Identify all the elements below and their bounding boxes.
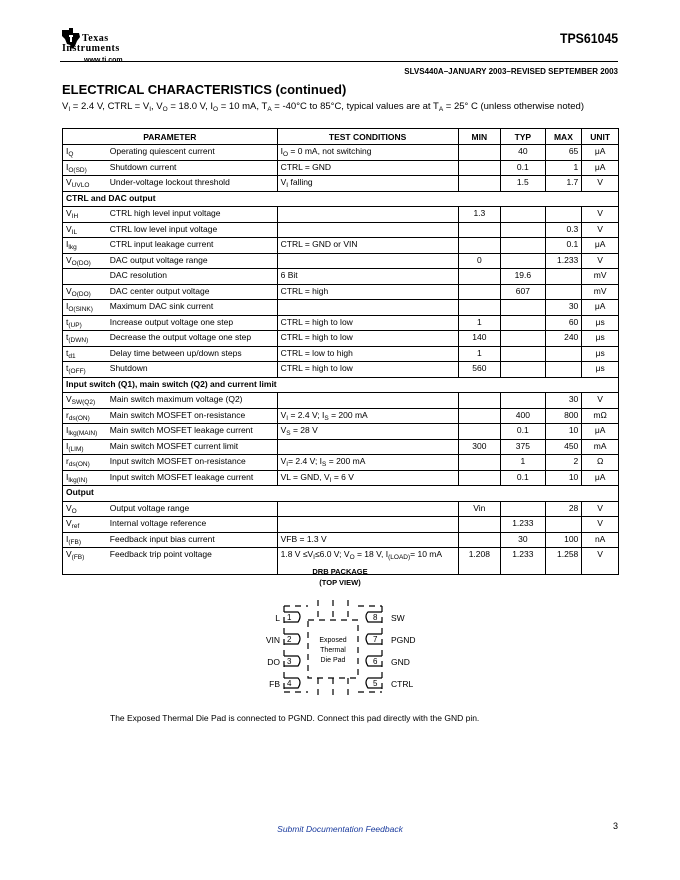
min-cell: 0	[458, 253, 501, 269]
max-cell	[545, 207, 582, 223]
symbol-cell: $V_{ref}$	[63, 517, 107, 533]
min-cell: 1.3	[458, 207, 501, 223]
unit-cell: μA	[582, 238, 619, 254]
part-number: TPS61045	[559, 30, 618, 46]
test-condition-cell: $V_I= 2.4$ V; $I_S = 200$ mA	[277, 455, 458, 471]
pinout-diagram	[250, 596, 430, 706]
test-condition-cell	[277, 517, 458, 533]
parameter-cell: Input switch MOSFET on-resistance	[107, 455, 277, 471]
test-condition-cell: $V_I = 2.4$ V; $I_S = 200$ mA	[277, 408, 458, 424]
parameter-cell: CTRL low level input voltage	[107, 222, 277, 238]
group-heading: CTRL and DAC output	[63, 191, 619, 207]
test-condition-cell	[277, 207, 458, 223]
unit-cell: μs	[582, 331, 619, 347]
group-heading: Output	[63, 486, 619, 502]
test-condition-cell: CTRL = high	[277, 284, 458, 300]
typ-cell: 19.6	[501, 269, 545, 285]
max-cell: 1.7	[545, 176, 582, 192]
parameter-cell: Shutdown current	[107, 160, 277, 176]
table-row	[63, 455, 619, 471]
electrical-characteristics-table	[62, 128, 619, 575]
min-cell	[458, 269, 501, 285]
parameter-cell: Input switch MOSFET leakage current	[107, 470, 277, 486]
unit-cell: mA	[582, 439, 619, 455]
ti-logo	[60, 27, 150, 69]
typ-cell	[501, 393, 545, 409]
typ-cell: 1.233	[501, 517, 545, 533]
header-rule	[60, 61, 618, 62]
test-condition-cell	[277, 501, 458, 517]
parameter-cell: Under-voltage lockout threshold	[107, 176, 277, 192]
parameter-cell: CTRL high level input voltage	[107, 207, 277, 223]
max-cell	[545, 284, 582, 300]
table-row	[63, 408, 619, 424]
unit-cell: V	[582, 207, 619, 223]
symbol-cell: $I_{(LIM)}$	[63, 439, 107, 455]
parameter-cell: Main switch MOSFET leakage current	[107, 424, 277, 440]
symbol-cell: $t_{d1}$	[63, 346, 107, 362]
parameter-cell: Delay time between up/down steps	[107, 346, 277, 362]
unit-cell: V	[582, 501, 619, 517]
symbol-cell: $I_{O(SD)}$	[63, 160, 107, 176]
typ-cell	[501, 331, 545, 347]
pin-CTRL-label: CTRL	[391, 679, 414, 689]
unit-cell: μA	[582, 145, 619, 161]
unit-cell: mV	[582, 284, 619, 300]
symbol-cell: $I_{(FB)}$	[63, 532, 107, 548]
table-row	[63, 145, 619, 161]
symbol-cell: $V_{O(DO)}$	[63, 284, 107, 300]
document-id: SLVS440A–JANUARY 2003–REVISED SEPTEMBER 2003	[404, 67, 618, 76]
min-cell	[458, 470, 501, 486]
test-condition-cell: CTRL = GND or VIN	[277, 238, 458, 254]
max-cell: 65	[545, 145, 582, 161]
package-caption: The Exposed Thermal Die Pad is connected to PGND. Connect this pad directly with the GND pin.	[110, 713, 480, 723]
typ-cell: 0.1	[501, 160, 545, 176]
min-cell	[458, 145, 501, 161]
pin-PGND-label: PGND	[391, 635, 416, 645]
unit-cell: μs	[582, 315, 619, 331]
symbol-cell: $t_{(DWN)}$	[63, 331, 107, 347]
symbol-cell: $V_O$	[63, 501, 107, 517]
pad-label-line3: Die Pad	[320, 657, 346, 664]
parameter-cell: Feedback input bias current	[107, 532, 277, 548]
typ-cell: 400	[501, 408, 545, 424]
header-min: MIN	[458, 129, 501, 145]
symbol-cell: $I_{lkg(IN)}$	[63, 470, 107, 486]
page-number: 3	[612, 821, 618, 831]
max-cell: 1.233	[545, 253, 582, 269]
table-row	[63, 501, 619, 517]
symbol-cell: $V_{IL}$	[63, 222, 107, 238]
table-row	[63, 532, 619, 548]
min-cell: 1	[458, 315, 501, 331]
parameter-cell: Increase output voltage one step	[107, 315, 277, 331]
parameter-cell: Main switch MOSFET on-resistance	[107, 408, 277, 424]
pad-label-line2: Thermal	[320, 647, 346, 654]
max-cell: 30	[545, 300, 582, 316]
brand-instruments: Instruments	[62, 43, 120, 54]
unit-cell: μA	[582, 470, 619, 486]
parameter-cell: Output voltage range	[107, 501, 277, 517]
min-cell: 1.208	[458, 548, 501, 575]
parameter-cell: Maximum DAC sink current	[107, 300, 277, 316]
pin-L-label: L	[275, 613, 280, 623]
table-row	[63, 238, 619, 254]
min-cell	[458, 393, 501, 409]
min-cell: 1	[458, 346, 501, 362]
table-row	[63, 160, 619, 176]
symbol-cell: $V_{SW(Q2)}$	[63, 393, 107, 409]
typ-cell: 1.233	[501, 548, 545, 575]
typ-cell	[501, 238, 545, 254]
min-cell: 140	[458, 331, 501, 347]
typ-cell	[501, 315, 545, 331]
pin-VIN-label: VIN	[265, 635, 280, 645]
min-cell	[458, 455, 501, 471]
unit-cell: V	[582, 253, 619, 269]
typ-cell: 0.1	[501, 470, 545, 486]
symbol-cell: $V_{UVLO}$	[63, 176, 107, 192]
max-cell	[545, 346, 582, 362]
unit-cell: μA	[582, 424, 619, 440]
test-condition-cell	[277, 222, 458, 238]
table-row	[63, 207, 619, 223]
test-condition-cell: 6 Bit	[277, 269, 458, 285]
header-unit: UNIT	[582, 129, 619, 145]
table-row	[63, 284, 619, 300]
unit-cell: V	[582, 393, 619, 409]
typ-cell: 375	[501, 439, 545, 455]
typ-cell: 40	[501, 145, 545, 161]
min-cell: 300	[458, 439, 501, 455]
feedback-link[interactable]: Submit Documentation Feedback	[277, 824, 403, 834]
header-parameter: PARAMETER	[63, 129, 278, 145]
symbol-cell	[63, 269, 107, 285]
section-title: ELECTRICAL CHARACTERISTICS (continued)	[62, 82, 347, 97]
parameter-cell: CTRL input leakage current	[107, 238, 277, 254]
parameter-cell: Operating quiescent current	[107, 145, 277, 161]
test-condition-cell: $I_O = 0$ mA, not switching	[277, 145, 458, 161]
max-cell: 0.3	[545, 222, 582, 238]
header-typ: TYP	[501, 129, 545, 145]
max-cell: 450	[545, 439, 582, 455]
min-cell	[458, 424, 501, 440]
parameter-cell: DAC center output voltage	[107, 284, 277, 300]
pin-7-number: 7	[373, 635, 378, 644]
unit-cell: μs	[582, 346, 619, 362]
symbol-cell: $t_{(OFF)}$	[63, 362, 107, 378]
typ-cell	[501, 300, 545, 316]
test-condition-cell: CTRL = GND	[277, 160, 458, 176]
max-cell: 1.258	[545, 548, 582, 575]
parameter-cell: Main switch MOSFET current limit	[107, 439, 277, 455]
pin-5-number: 5	[373, 679, 378, 688]
pin-6-number: 6	[373, 657, 378, 666]
test-condition-cell	[277, 439, 458, 455]
test-condition-cell: 1.8 $V \le V_I\le 6.0$ V; $V_O = 18$ V, $I_{(LOAD)}= 10$ mA	[277, 548, 458, 575]
table-row	[63, 269, 619, 285]
typ-cell	[501, 362, 545, 378]
symbol-cell: $I_{lkg}$	[63, 238, 107, 254]
max-cell: 0.1	[545, 238, 582, 254]
unit-cell: V	[582, 548, 619, 575]
pin-SW-label: SW	[391, 613, 405, 623]
min-cell	[458, 238, 501, 254]
symbol-cell: $V_{IH}$	[63, 207, 107, 223]
table-group-row	[63, 377, 619, 393]
header-test-conditions: TEST CONDITIONS	[277, 129, 458, 145]
test-condition-cell: VL = GND, $V_I = 6$ V	[277, 470, 458, 486]
max-cell: 30	[545, 393, 582, 409]
symbol-cell: $r_{ds(ON)}$	[63, 455, 107, 471]
parameter-cell: Main switch maximum voltage (Q2)	[107, 393, 277, 409]
unit-cell: mΩ	[582, 408, 619, 424]
test-condition-cell: CTRL = high to low	[277, 331, 458, 347]
table-row	[63, 439, 619, 455]
max-cell	[545, 362, 582, 378]
max-cell: 60	[545, 315, 582, 331]
pin-4-number: 4	[287, 679, 292, 688]
symbol-cell: $V_{(FB)}$	[63, 548, 107, 575]
brand-texas: Texas	[82, 33, 109, 44]
table-row	[63, 517, 619, 533]
parameter-cell: Decrease the output voltage one step	[107, 331, 277, 347]
pin-1-number: 1	[287, 613, 292, 622]
typ-cell: 607	[501, 284, 545, 300]
min-cell	[458, 284, 501, 300]
parameter-cell: DAC output voltage range	[107, 253, 277, 269]
group-heading: Input switch (Q1), main switch (Q2) and current limit	[63, 377, 619, 393]
parameter-cell: Shutdown	[107, 362, 277, 378]
table-row	[63, 346, 619, 362]
unit-cell: μA	[582, 160, 619, 176]
max-cell	[545, 517, 582, 533]
unit-cell: mV	[582, 269, 619, 285]
test-condition-cell	[277, 253, 458, 269]
table-row	[63, 253, 619, 269]
table-row	[63, 470, 619, 486]
typ-cell: 1.5	[501, 176, 545, 192]
min-cell	[458, 517, 501, 533]
table-row	[63, 424, 619, 440]
parameter-cell: Feedback trip point voltage	[107, 548, 277, 575]
min-cell	[458, 408, 501, 424]
typ-cell	[501, 222, 545, 238]
package-view: (TOP VIEW)	[319, 578, 361, 587]
typ-cell	[501, 207, 545, 223]
unit-cell: Ω	[582, 455, 619, 471]
typ-cell: 1	[501, 455, 545, 471]
pin-FB-label: FB	[269, 679, 280, 689]
table-row	[63, 176, 619, 192]
max-cell: 1	[545, 160, 582, 176]
unit-cell: μs	[582, 362, 619, 378]
min-cell: Vin	[458, 501, 501, 517]
min-cell	[458, 160, 501, 176]
unit-cell: V	[582, 222, 619, 238]
pin-2-number: 2	[287, 635, 292, 644]
pin-DO-label: DO	[267, 657, 280, 667]
max-cell: 10	[545, 470, 582, 486]
max-cell: 240	[545, 331, 582, 347]
test-condition-cell: CTRL = low to high	[277, 346, 458, 362]
symbol-cell: $r_{ds(ON)}$	[63, 408, 107, 424]
min-cell	[458, 532, 501, 548]
symbol-cell: $I_{O(SINK)}$	[63, 300, 107, 316]
unit-cell: nA	[582, 532, 619, 548]
test-condition-cell	[277, 300, 458, 316]
test-condition-cell: CTRL = high to low	[277, 362, 458, 378]
symbol-cell: $V_{O(DO)}$	[63, 253, 107, 269]
min-cell	[458, 222, 501, 238]
min-cell: 560	[458, 362, 501, 378]
unit-cell: μA	[582, 300, 619, 316]
parameter-cell: DAC resolution	[107, 269, 277, 285]
table-group-row	[63, 486, 619, 502]
table-header-row	[63, 129, 619, 145]
test-conditions-note: $V_I = 2.4$ V, CTRL = $V_I$, $V_O = 18.0$ V, $I_O = 10$ mA, $T_A = -40^\circ C$ to 85°C, typical values are at $T_A = 25^\circ$ C (unless otherwise noted)	[62, 101, 584, 113]
table-group-row	[63, 191, 619, 207]
typ-cell: 0.1	[501, 424, 545, 440]
max-cell	[545, 269, 582, 285]
unit-cell: V	[582, 517, 619, 533]
test-condition-cell: $V_I$ falling	[277, 176, 458, 192]
table-row	[63, 362, 619, 378]
pin-GND-label: GND	[391, 657, 410, 667]
symbol-cell: $I_{lkg(MAIN)}$	[63, 424, 107, 440]
pin-3-number: 3	[287, 657, 292, 666]
typ-cell	[501, 501, 545, 517]
test-condition-cell: CTRL = high to low	[277, 315, 458, 331]
typ-cell	[501, 253, 545, 269]
website-url[interactable]: www.ti.com	[84, 57, 123, 64]
test-condition-cell	[277, 393, 458, 409]
table-body	[63, 145, 619, 575]
table-row	[63, 331, 619, 347]
max-cell: 10	[545, 424, 582, 440]
header-max: MAX	[545, 129, 582, 145]
table-row	[63, 222, 619, 238]
pad-label-line1: Exposed	[319, 637, 347, 644]
unit-cell: V	[582, 176, 619, 192]
package-title	[0, 566, 680, 588]
table-row	[63, 315, 619, 331]
parameter-cell: Internal voltage reference	[107, 517, 277, 533]
table-row	[63, 393, 619, 409]
typ-cell: 30	[501, 532, 545, 548]
min-cell	[458, 176, 501, 192]
pin-8-number: 8	[373, 613, 378, 622]
max-cell: 800	[545, 408, 582, 424]
package-name: DRB PACKAGE	[312, 567, 368, 576]
table-row	[63, 300, 619, 316]
min-cell	[458, 300, 501, 316]
max-cell: 28	[545, 501, 582, 517]
max-cell: 100	[545, 532, 582, 548]
symbol-cell: $I_Q$	[63, 145, 107, 161]
typ-cell	[501, 346, 545, 362]
symbol-cell: $t_{(UP)}$	[63, 315, 107, 331]
test-condition-cell: $V_S = 28$ V	[277, 424, 458, 440]
test-condition-cell: VFB = 1.3 V	[277, 532, 458, 548]
max-cell: 2	[545, 455, 582, 471]
